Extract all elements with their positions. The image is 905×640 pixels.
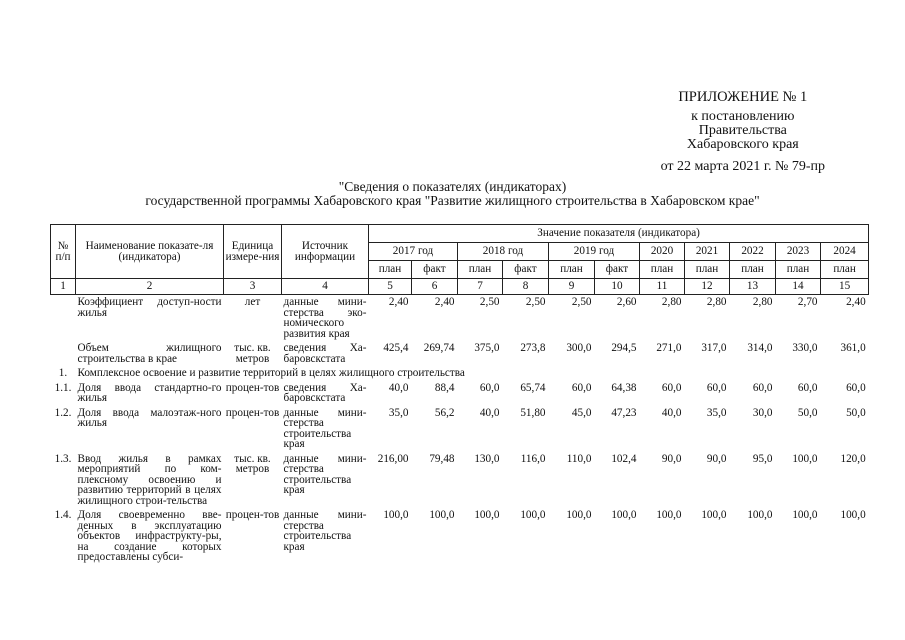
indicator-value: 102,4: [611, 452, 637, 465]
header-sub: факт: [595, 261, 640, 279]
indicator-value: 116,0: [520, 452, 546, 465]
indicator-value: 120,0: [840, 452, 866, 465]
indicator-value: 2,70: [797, 296, 818, 308]
indicator-name: Объем жилищного строительства в крае: [77, 342, 222, 365]
indicator-value: 60,0: [797, 381, 818, 394]
appendix-line: к постановлению: [691, 109, 795, 124]
appendix-header: [661, 90, 825, 174]
indicator-source: данные мини-стерства строительства края: [283, 406, 367, 450]
indicator-source: данные мини-стерства строительства края: [283, 452, 367, 496]
header-sub: план: [549, 261, 595, 279]
indicator-source: сведения Ха-баровскстата: [283, 381, 367, 404]
indicator-value: 361,0: [840, 342, 866, 354]
indicator-value: 110,0: [566, 452, 592, 465]
indicator-value: 2,80: [752, 296, 773, 308]
indicator-value: 95,0: [752, 452, 773, 465]
indicator-value: 2,50: [479, 296, 500, 308]
indicator-value: 60,0: [846, 381, 866, 394]
column-number: 11: [640, 279, 685, 295]
indicator-unit: тыс. кв. метров: [234, 452, 271, 475]
indicator-value: 273,8: [520, 342, 546, 354]
indicator-value: 100,0: [520, 509, 546, 521]
column-number: 6: [412, 279, 458, 295]
table-body: [51, 295, 869, 565]
indicator-value: 45,0: [571, 406, 592, 419]
indicator-value: 2,60: [616, 296, 637, 308]
indicator-value: 40,0: [388, 381, 409, 394]
indicator-value: 2,80: [661, 296, 682, 308]
header-year: 2020: [640, 243, 685, 261]
header-year: 2021: [685, 243, 730, 261]
indicator-value: 60,0: [752, 381, 773, 394]
indicator-value: 100,0: [566, 509, 592, 521]
header-year: 2018 год: [458, 243, 549, 261]
indicator-value: 90,0: [661, 452, 682, 465]
indicator-value: 100,0: [656, 509, 682, 521]
indicator-value: 100,0: [840, 509, 866, 521]
header-year: 2022: [730, 243, 776, 261]
indicator-value: 60,0: [706, 381, 727, 394]
indicator-value: 60,0: [661, 381, 682, 394]
indicator-value: 30,0: [752, 406, 773, 419]
header-name: Наименование показате-ля (индикатора): [76, 225, 224, 279]
title-line-1: "Сведения о показателях (индикаторах): [338, 179, 567, 194]
header-year: 2017 год: [369, 243, 458, 261]
column-number: 5: [369, 279, 412, 295]
column-number: 1: [51, 279, 76, 295]
indicator-value: 60,0: [479, 381, 500, 394]
indicator-value: 90,0: [706, 452, 727, 465]
indicator-value: 271,0: [656, 342, 682, 354]
column-number: 12: [685, 279, 730, 295]
header-sub: план: [640, 261, 685, 279]
indicator-value: 40,0: [661, 406, 682, 419]
header-sub: план: [458, 261, 503, 279]
section-title: Комплексное освоение и развитие территорий в целях жилищного строительства: [77, 367, 465, 379]
indicator-value: 60,0: [571, 381, 592, 394]
row-number: 1.2.: [54, 406, 72, 419]
column-number: 7: [458, 279, 503, 295]
row-number: 1.4.: [54, 509, 72, 521]
indicator-value: 50,0: [797, 406, 818, 419]
indicator-value: 294,5: [611, 342, 637, 354]
indicator-value: 100,0: [383, 509, 409, 521]
indicator-unit: лет: [244, 296, 261, 308]
indicator-unit: процен-тов: [225, 509, 280, 521]
header-year: 2024: [821, 243, 869, 261]
indicator-value: 51,80: [520, 406, 546, 419]
indicator-value: 375,0: [474, 342, 500, 354]
column-number: 3: [224, 279, 282, 295]
indicator-value: 56,2: [434, 406, 455, 419]
indicator-value: 100,0: [792, 452, 818, 465]
indicator-source: данные мини-стерства строительства края: [283, 509, 367, 553]
indicator-value: 314,0: [747, 342, 773, 354]
column-numbers-row: [51, 279, 869, 295]
indicator-value: 130,0: [474, 452, 500, 465]
indicator-name: Доля ввода малоэтаж-ного жилья: [77, 406, 222, 429]
indicator-name: Коэффициент доступ-ности жилья: [77, 296, 222, 319]
title-line-2: государственной программы Хабаровского края "Развитие жилищного строительства в Хабаровском крае": [145, 193, 760, 208]
header-sub: план: [821, 261, 869, 279]
indicator-value: 65,74: [520, 381, 546, 394]
indicator-source: сведения Ха-баровскстата: [283, 342, 367, 365]
header-sub: план: [730, 261, 776, 279]
indicator-value: 2,40: [388, 296, 409, 308]
header-unit: Единица измере-ния: [224, 225, 282, 279]
column-number: 2: [76, 279, 224, 295]
indicator-value: 2,50: [525, 296, 546, 308]
indicator-value: 2,80: [706, 296, 727, 308]
appendix-line: Хабаровского края: [686, 137, 799, 152]
indicator-value: 317,0: [701, 342, 727, 354]
row-number: 1.3.: [54, 452, 72, 465]
indicator-value: 79,48: [429, 452, 455, 465]
indicator-value: 88,4: [434, 381, 455, 394]
table-row: [51, 406, 869, 452]
indicator-name: Доля своевременно вве-денных в эксплуатацию объектов инфраструкту-ры, на создание которых предоставлены субси-: [77, 509, 222, 563]
indicator-value: 2,40: [434, 296, 455, 308]
table-row: [51, 341, 869, 366]
header-sub: факт: [412, 261, 458, 279]
column-number: 13: [730, 279, 776, 295]
header-year: 2023: [776, 243, 821, 261]
indicator-value: 50,0: [846, 406, 866, 419]
indicator-value: 64,38: [611, 381, 637, 394]
indicator-value: 100,0: [429, 509, 455, 521]
indicator-value: 100,0: [701, 509, 727, 521]
indicator-value: 2,40: [846, 296, 866, 308]
appendix-date: от 22 марта 2021 г. № 79-пр: [660, 159, 825, 174]
row-number: 1.: [58, 367, 68, 379]
indicator-value: 100,0: [474, 509, 500, 521]
table-row: [51, 508, 869, 565]
indicator-source: данные мини-стерства эко-номического развития края: [283, 296, 367, 340]
row-number: 1.1.: [54, 381, 72, 394]
table-row: [51, 295, 869, 342]
appendix-line: Правительства: [698, 123, 787, 138]
indicator-name: Ввод жилья в рамках мероприятий по ком-плексному освоению и развитию территорий в целях жилищного строи-тельства: [77, 452, 222, 507]
indicator-value: 2,50: [571, 296, 592, 308]
column-number: 14: [776, 279, 821, 295]
indicator-value: 216,00: [377, 452, 409, 465]
column-number: 9: [549, 279, 595, 295]
appendix-title: ПРИЛОЖЕНИЕ № 1: [678, 89, 808, 105]
indicator-unit: тыс. кв. метров: [234, 342, 271, 365]
indicator-value: 47,23: [611, 406, 637, 419]
document-title: [60, 180, 845, 208]
indicator-unit: процен-тов: [225, 381, 280, 394]
column-number: 10: [595, 279, 640, 295]
row-number: [51, 341, 76, 366]
indicator-value: 300,0: [566, 342, 592, 354]
section-row: [51, 366, 869, 381]
column-number: 15: [821, 279, 869, 295]
header-sub: план: [776, 261, 821, 279]
indicators-table: [50, 224, 869, 565]
header-sub: план: [369, 261, 412, 279]
indicator-value: 40,0: [479, 406, 500, 419]
indicator-name: Доля ввода стандартно-го жилья: [77, 381, 222, 404]
header-num: № п/п: [51, 225, 76, 279]
header-year: 2019 год: [549, 243, 640, 261]
header-sub: план: [685, 261, 730, 279]
column-number: 4: [282, 279, 369, 295]
indicator-value: 330,0: [792, 342, 818, 354]
indicator-value: 100,0: [792, 509, 818, 521]
indicator-value: 35,0: [388, 406, 409, 419]
indicator-unit: процен-тов: [225, 406, 280, 419]
indicator-value: 425,4: [383, 342, 409, 354]
table-row: [51, 452, 869, 509]
indicator-value: 100,0: [747, 509, 773, 521]
column-number: 8: [503, 279, 549, 295]
header-source: Источник информации: [282, 225, 369, 279]
indicator-value: 100,0: [611, 509, 637, 521]
row-number: [51, 295, 76, 342]
indicator-value: 269,74: [423, 342, 455, 354]
table-row: [51, 381, 869, 406]
header-sub: факт: [503, 261, 549, 279]
indicator-value: 35,0: [706, 406, 727, 419]
header-value: Значение показателя (индикатора): [369, 225, 869, 243]
